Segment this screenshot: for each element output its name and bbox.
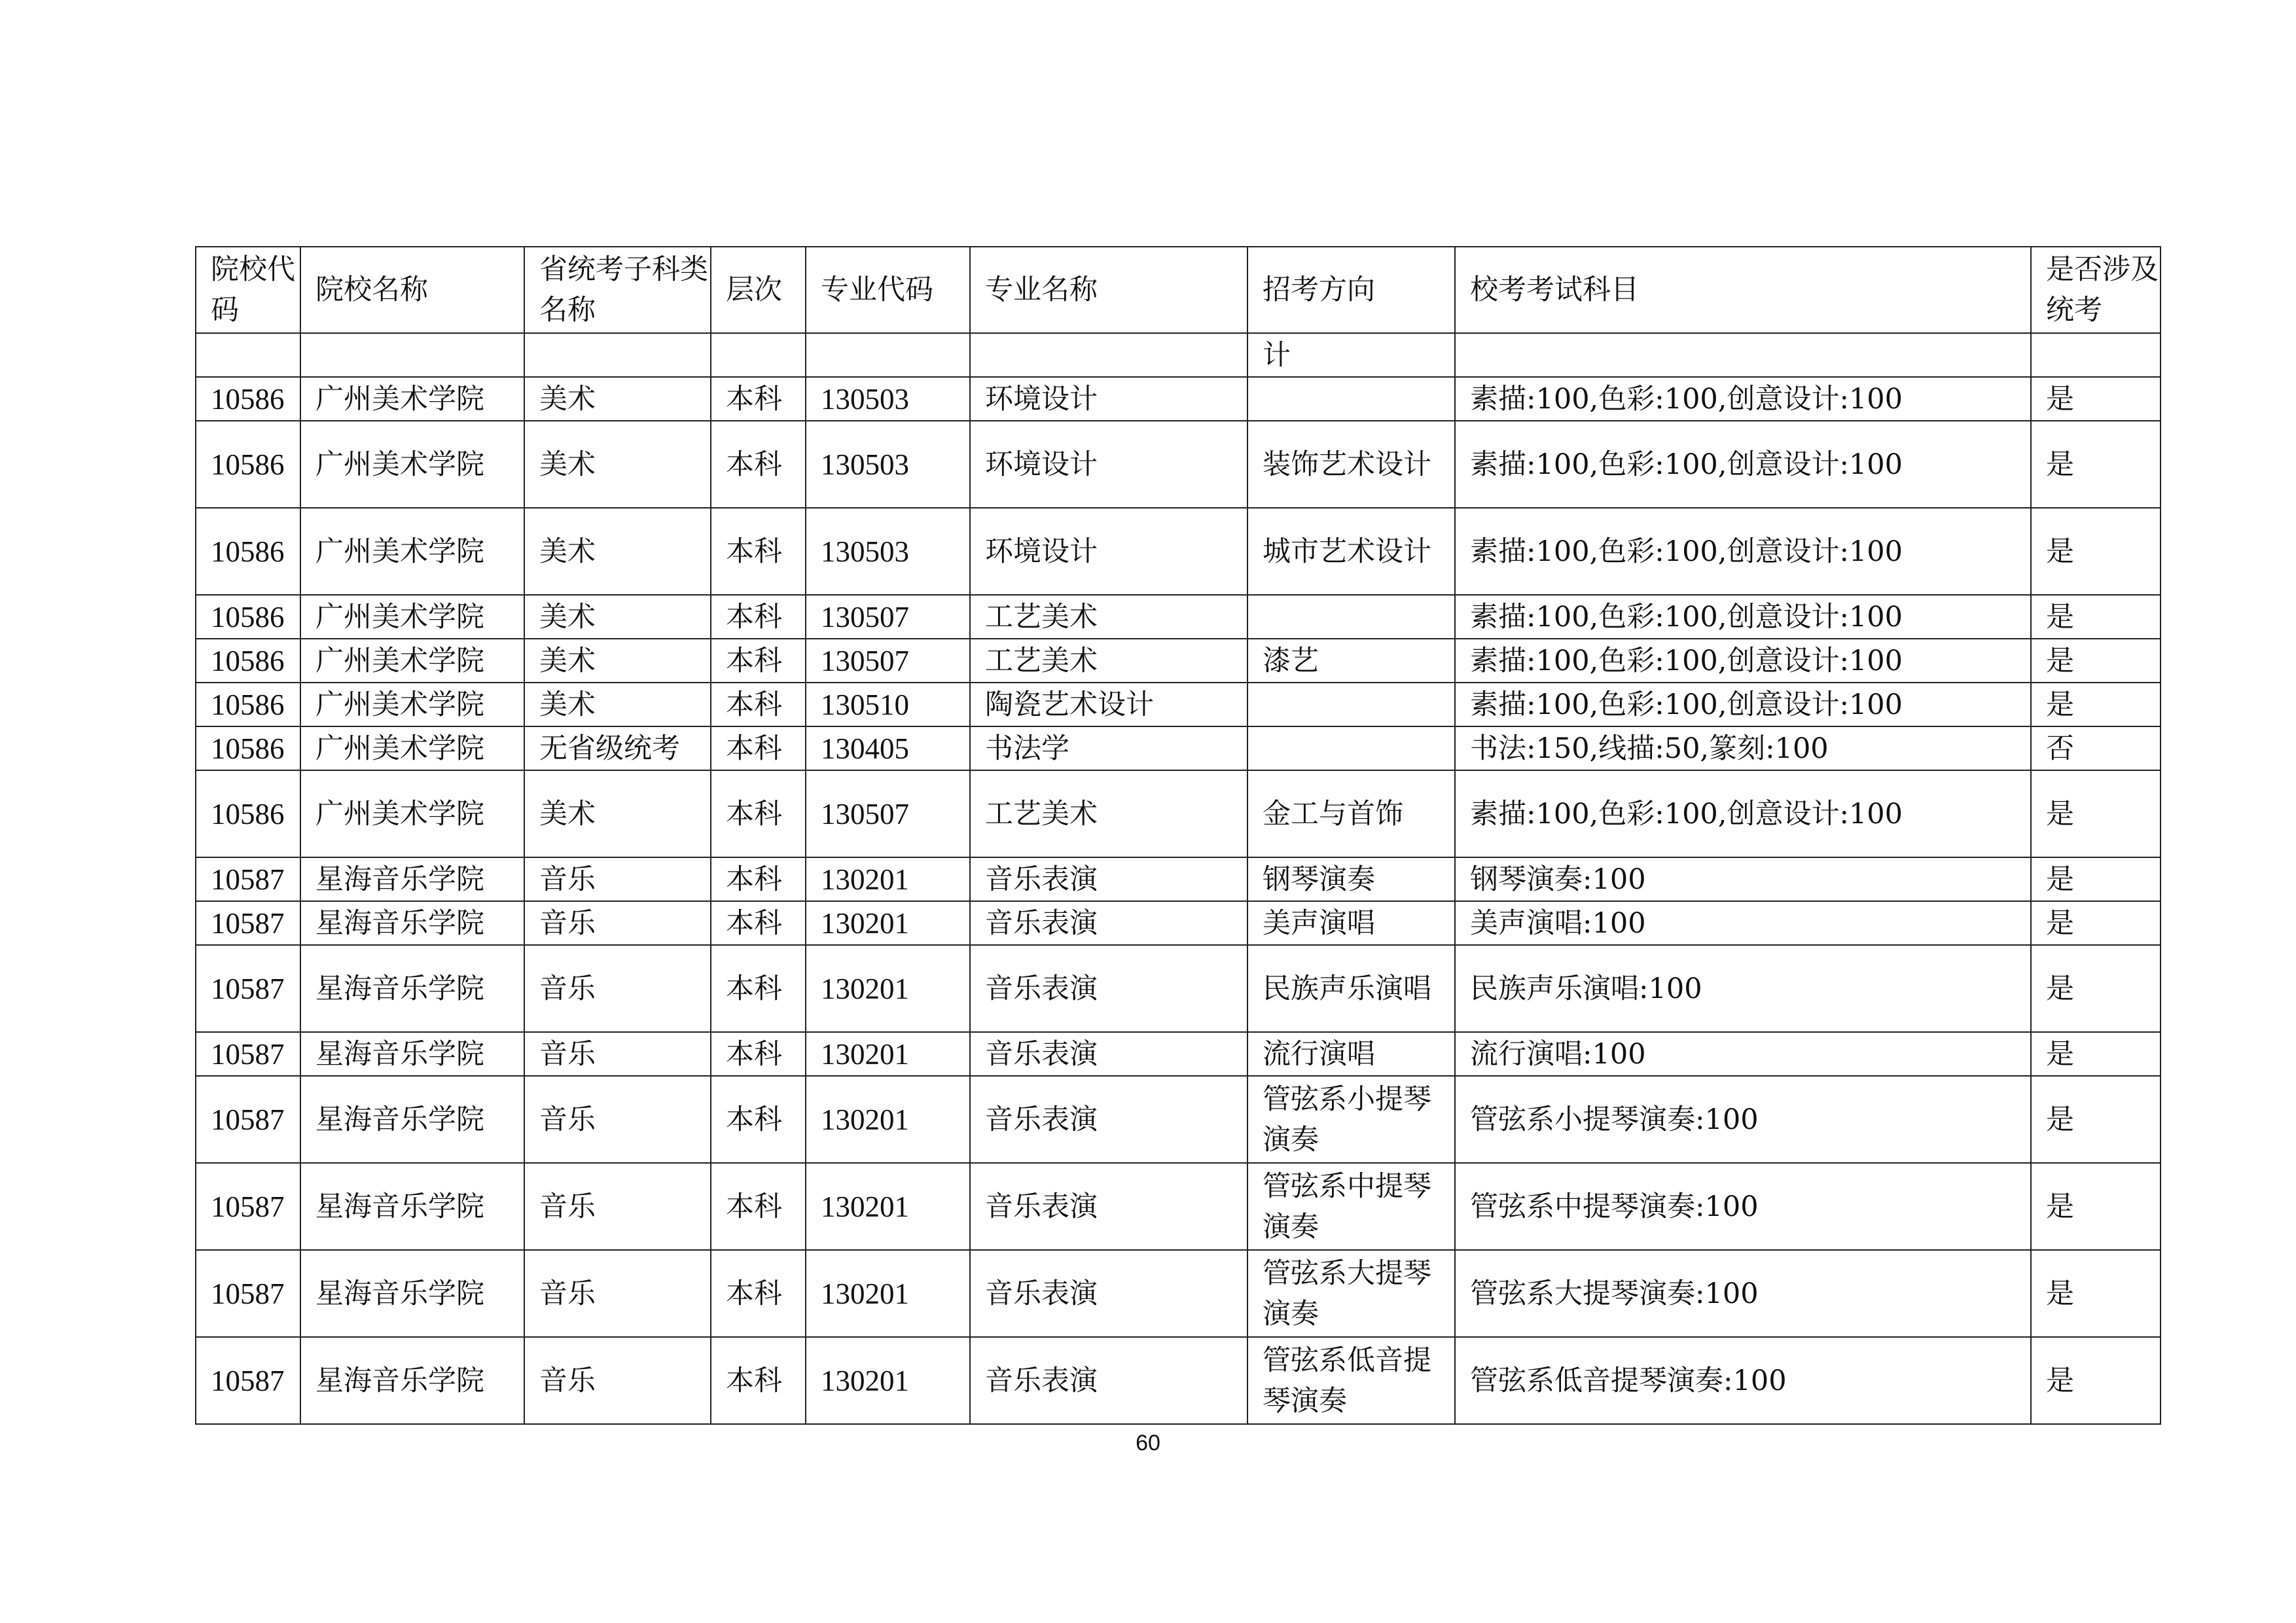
cell-major-name: 音乐表演 <box>970 1337 1247 1424</box>
cell-level: 本科 <box>711 377 806 421</box>
cell-institution-code: 10587 <box>196 901 300 945</box>
table-row <box>196 726 2161 770</box>
table-row <box>196 770 2161 857</box>
cell-major-name: 陶瓷艺术设计 <box>970 683 1247 726</box>
cell-involves-unified-exam: 是 <box>2031 1076 2161 1163</box>
cell-institution-code: 10586 <box>196 683 300 726</box>
header-exam-subjects: 校考考试科目 <box>1455 247 2031 333</box>
cell-level: 本科 <box>711 1032 806 1076</box>
table-row <box>196 1032 2161 1076</box>
header-direction: 招考方向 <box>1247 247 1455 333</box>
cell-institution-name: 星海音乐学院 <box>300 1076 524 1163</box>
cell-major-name: 音乐表演 <box>970 945 1247 1032</box>
header-institution-name: 院校名称 <box>300 247 524 333</box>
header-institution-code: 院校代码 <box>196 247 300 333</box>
cell-exam-subjects: 管弦系大提琴演奏:100 <box>1455 1250 2031 1337</box>
table-row <box>196 377 2161 421</box>
cell-involves-unified-exam: 是 <box>2031 1032 2161 1076</box>
cell-exam-subjects: 素描:100,色彩:100,创意设计:100 <box>1455 770 2031 857</box>
cell-institution-code: 10587 <box>196 945 300 1032</box>
cell-involves-unified-exam: 是 <box>2031 377 2161 421</box>
cell-direction <box>1247 377 1455 421</box>
cell-major-name: 工艺美术 <box>970 639 1247 683</box>
cell-major-name: 书法学 <box>970 726 1247 770</box>
cell-institution-name: 广州美术学院 <box>300 595 524 639</box>
table-row <box>196 857 2161 901</box>
cell-institution-code: 10586 <box>196 595 300 639</box>
table-row <box>196 1076 2161 1163</box>
cell-major-code: 130201 <box>806 1163 970 1250</box>
cell-subject-category: 音乐 <box>524 1032 711 1076</box>
cell-exam-subjects: 管弦系低音提琴演奏:100 <box>1455 1337 2031 1424</box>
cell-institution-code: 10587 <box>196 1337 300 1424</box>
cell-exam-subjects: 素描:100,色彩:100,创意设计:100 <box>1455 595 2031 639</box>
cell-subject-category: 音乐 <box>524 1163 711 1250</box>
cell-subject-category: 音乐 <box>524 901 711 945</box>
header-major-name: 专业名称 <box>970 247 1247 333</box>
cell-major-name: 环境设计 <box>970 508 1247 595</box>
cell-exam-subjects: 民族声乐演唱:100 <box>1455 945 2031 1032</box>
header-subject-category: 省统考子科类名称 <box>524 247 711 333</box>
cell-major-name: 环境设计 <box>970 421 1247 508</box>
cell-major-code: 130201 <box>806 945 970 1032</box>
header-level: 层次 <box>711 247 806 333</box>
cell-direction: 钢琴演奏 <box>1247 857 1455 901</box>
cell-major-code: 130510 <box>806 683 970 726</box>
cell-direction: 装饰艺术设计 <box>1247 421 1455 508</box>
cell-involves-unified-exam: 是 <box>2031 1337 2161 1424</box>
table-row <box>196 508 2161 595</box>
cell-direction: 城市艺术设计 <box>1247 508 1455 595</box>
cell-level: 本科 <box>711 508 806 595</box>
cell-institution-name: 广州美术学院 <box>300 421 524 508</box>
cell-subject-category: 音乐 <box>524 945 711 1032</box>
cell-exam-subjects: 素描:100,色彩:100,创意设计:100 <box>1455 508 2031 595</box>
cell-direction: 美声演唱 <box>1247 901 1455 945</box>
cell-institution-name: 广州美术学院 <box>300 770 524 857</box>
cell-institution-code: 10586 <box>196 421 300 508</box>
admissions-table <box>195 246 2161 1425</box>
table-row <box>196 1250 2161 1337</box>
cell-subject-category: 美术 <box>524 683 711 726</box>
cell-institution-name <box>300 333 524 377</box>
cell-major-name: 环境设计 <box>970 377 1247 421</box>
cell-exam-subjects: 素描:100,色彩:100,创意设计:100 <box>1455 377 2031 421</box>
cell-institution-name: 星海音乐学院 <box>300 857 524 901</box>
cell-institution-name: 星海音乐学院 <box>300 901 524 945</box>
cell-subject-category: 音乐 <box>524 1076 711 1163</box>
cell-institution-name: 广州美术学院 <box>300 683 524 726</box>
cell-major-code: 130503 <box>806 421 970 508</box>
cell-major-code: 130507 <box>806 639 970 683</box>
cell-major-code: 130503 <box>806 508 970 595</box>
cell-institution-code: 10587 <box>196 1032 300 1076</box>
table-header-row <box>196 247 2161 333</box>
cell-major-name: 工艺美术 <box>970 770 1247 857</box>
cell-involves-unified-exam: 是 <box>2031 595 2161 639</box>
cell-major-code: 130507 <box>806 595 970 639</box>
cell-subject-category: 美术 <box>524 508 711 595</box>
table-row <box>196 901 2161 945</box>
cell-institution-name: 广州美术学院 <box>300 726 524 770</box>
cell-major-code: 130405 <box>806 726 970 770</box>
cell-subject-category: 美术 <box>524 595 711 639</box>
cell-level <box>711 333 806 377</box>
cell-direction: 金工与首饰 <box>1247 770 1455 857</box>
table-row <box>196 1337 2161 1424</box>
page-number: 60 <box>1136 1431 1160 1455</box>
cell-direction: 管弦系大提琴演奏 <box>1247 1250 1455 1337</box>
cell-involves-unified-exam <box>2031 333 2161 377</box>
cell-subject-category: 音乐 <box>524 857 711 901</box>
cell-subject-category: 美术 <box>524 639 711 683</box>
cell-involves-unified-exam: 是 <box>2031 1163 2161 1250</box>
cell-involves-unified-exam: 是 <box>2031 683 2161 726</box>
cell-direction: 管弦系小提琴演奏 <box>1247 1076 1455 1163</box>
cell-level: 本科 <box>711 1163 806 1250</box>
cell-level: 本科 <box>711 595 806 639</box>
cell-exam-subjects: 钢琴演奏:100 <box>1455 857 2031 901</box>
cell-major-name: 音乐表演 <box>970 1032 1247 1076</box>
cell-institution-code: 10587 <box>196 1250 300 1337</box>
cell-institution-name: 星海音乐学院 <box>300 1032 524 1076</box>
cell-institution-name: 星海音乐学院 <box>300 1163 524 1250</box>
cell-institution-name: 星海音乐学院 <box>300 1250 524 1337</box>
cell-subject-category: 美术 <box>524 377 711 421</box>
cell-level: 本科 <box>711 901 806 945</box>
cell-subject-category: 美术 <box>524 421 711 508</box>
cell-major-name: 音乐表演 <box>970 1076 1247 1163</box>
cell-level: 本科 <box>711 770 806 857</box>
cell-institution-name: 广州美术学院 <box>300 508 524 595</box>
cell-subject-category: 音乐 <box>524 1337 711 1424</box>
cell-major-code: 130201 <box>806 857 970 901</box>
cell-involves-unified-exam: 是 <box>2031 901 2161 945</box>
cell-institution-code: 10587 <box>196 1163 300 1250</box>
cell-level: 本科 <box>711 945 806 1032</box>
table-row <box>196 945 2161 1032</box>
cell-direction: 管弦系低音提琴演奏 <box>1247 1337 1455 1424</box>
cell-involves-unified-exam: 是 <box>2031 945 2161 1032</box>
cell-major-name: 音乐表演 <box>970 857 1247 901</box>
cell-subject-category: 音乐 <box>524 1250 711 1337</box>
cell-direction: 管弦系中提琴演奏 <box>1247 1163 1455 1250</box>
cell-institution-code: 10586 <box>196 377 300 421</box>
table-row <box>196 421 2161 508</box>
cell-major-name <box>970 333 1247 377</box>
cell-involves-unified-exam: 是 <box>2031 639 2161 683</box>
cell-exam-subjects <box>1455 333 2031 377</box>
cell-major-name: 音乐表演 <box>970 1250 1247 1337</box>
cell-involves-unified-exam: 是 <box>2031 770 2161 857</box>
cell-subject-category <box>524 333 711 377</box>
cell-level: 本科 <box>711 421 806 508</box>
cell-major-name: 音乐表演 <box>970 901 1247 945</box>
cell-major-code: 130507 <box>806 770 970 857</box>
cell-institution-code: 10586 <box>196 639 300 683</box>
header-involves-unified-exam: 是否涉及统考 <box>2031 247 2161 333</box>
cell-level: 本科 <box>711 1250 806 1337</box>
header-major-code: 专业代码 <box>806 247 970 333</box>
cell-exam-subjects: 素描:100,色彩:100,创意设计:100 <box>1455 639 2031 683</box>
cell-institution-name: 星海音乐学院 <box>300 945 524 1032</box>
cell-exam-subjects: 素描:100,色彩:100,创意设计:100 <box>1455 683 2031 726</box>
cell-major-name: 音乐表演 <box>970 1163 1247 1250</box>
cell-exam-subjects: 美声演唱:100 <box>1455 901 2031 945</box>
cell-direction: 漆艺 <box>1247 639 1455 683</box>
cell-level: 本科 <box>711 683 806 726</box>
cell-level: 本科 <box>711 726 806 770</box>
cell-institution-code: 10587 <box>196 857 300 901</box>
cell-institution-name: 广州美术学院 <box>300 639 524 683</box>
cell-institution-code <box>196 333 300 377</box>
cell-level: 本科 <box>711 1337 806 1424</box>
cell-direction <box>1247 683 1455 726</box>
table-row <box>196 683 2161 726</box>
table-row <box>196 595 2161 639</box>
cell-major-code: 130201 <box>806 1250 970 1337</box>
cell-direction: 民族声乐演唱 <box>1247 945 1455 1032</box>
cell-institution-code: 10586 <box>196 770 300 857</box>
table-row <box>196 1163 2161 1250</box>
cell-major-code: 130201 <box>806 1337 970 1424</box>
cell-direction: 流行演唱 <box>1247 1032 1455 1076</box>
cell-institution-name: 广州美术学院 <box>300 377 524 421</box>
cell-major-code: 130201 <box>806 1032 970 1076</box>
cell-subject-category: 无省级统考 <box>524 726 711 770</box>
cell-major-code: 130201 <box>806 901 970 945</box>
table-row-continuation <box>196 333 2161 377</box>
cell-major-name: 工艺美术 <box>970 595 1247 639</box>
cell-major-code <box>806 333 970 377</box>
cell-exam-subjects: 流行演唱:100 <box>1455 1032 2031 1076</box>
cell-institution-name: 星海音乐学院 <box>300 1337 524 1424</box>
cell-direction: 计 <box>1247 333 1455 377</box>
cell-involves-unified-exam: 是 <box>2031 857 2161 901</box>
cell-level: 本科 <box>711 1076 806 1163</box>
cell-involves-unified-exam: 是 <box>2031 1250 2161 1337</box>
cell-major-code: 130503 <box>806 377 970 421</box>
cell-exam-subjects: 管弦系中提琴演奏:100 <box>1455 1163 2031 1250</box>
cell-institution-code: 10586 <box>196 726 300 770</box>
cell-level: 本科 <box>711 857 806 901</box>
cell-institution-code: 10586 <box>196 508 300 595</box>
cell-level: 本科 <box>711 639 806 683</box>
cell-involves-unified-exam: 是 <box>2031 508 2161 595</box>
cell-direction <box>1247 726 1455 770</box>
cell-exam-subjects: 素描:100,色彩:100,创意设计:100 <box>1455 421 2031 508</box>
cell-involves-unified-exam: 否 <box>2031 726 2161 770</box>
cell-institution-code: 10587 <box>196 1076 300 1163</box>
cell-direction <box>1247 595 1455 639</box>
cell-exam-subjects: 书法:150,线描:50,篆刻:100 <box>1455 726 2031 770</box>
table-row <box>196 639 2161 683</box>
cell-exam-subjects: 管弦系小提琴演奏:100 <box>1455 1076 2031 1163</box>
cell-subject-category: 美术 <box>524 770 711 857</box>
cell-involves-unified-exam: 是 <box>2031 421 2161 508</box>
cell-major-code: 130201 <box>806 1076 970 1163</box>
